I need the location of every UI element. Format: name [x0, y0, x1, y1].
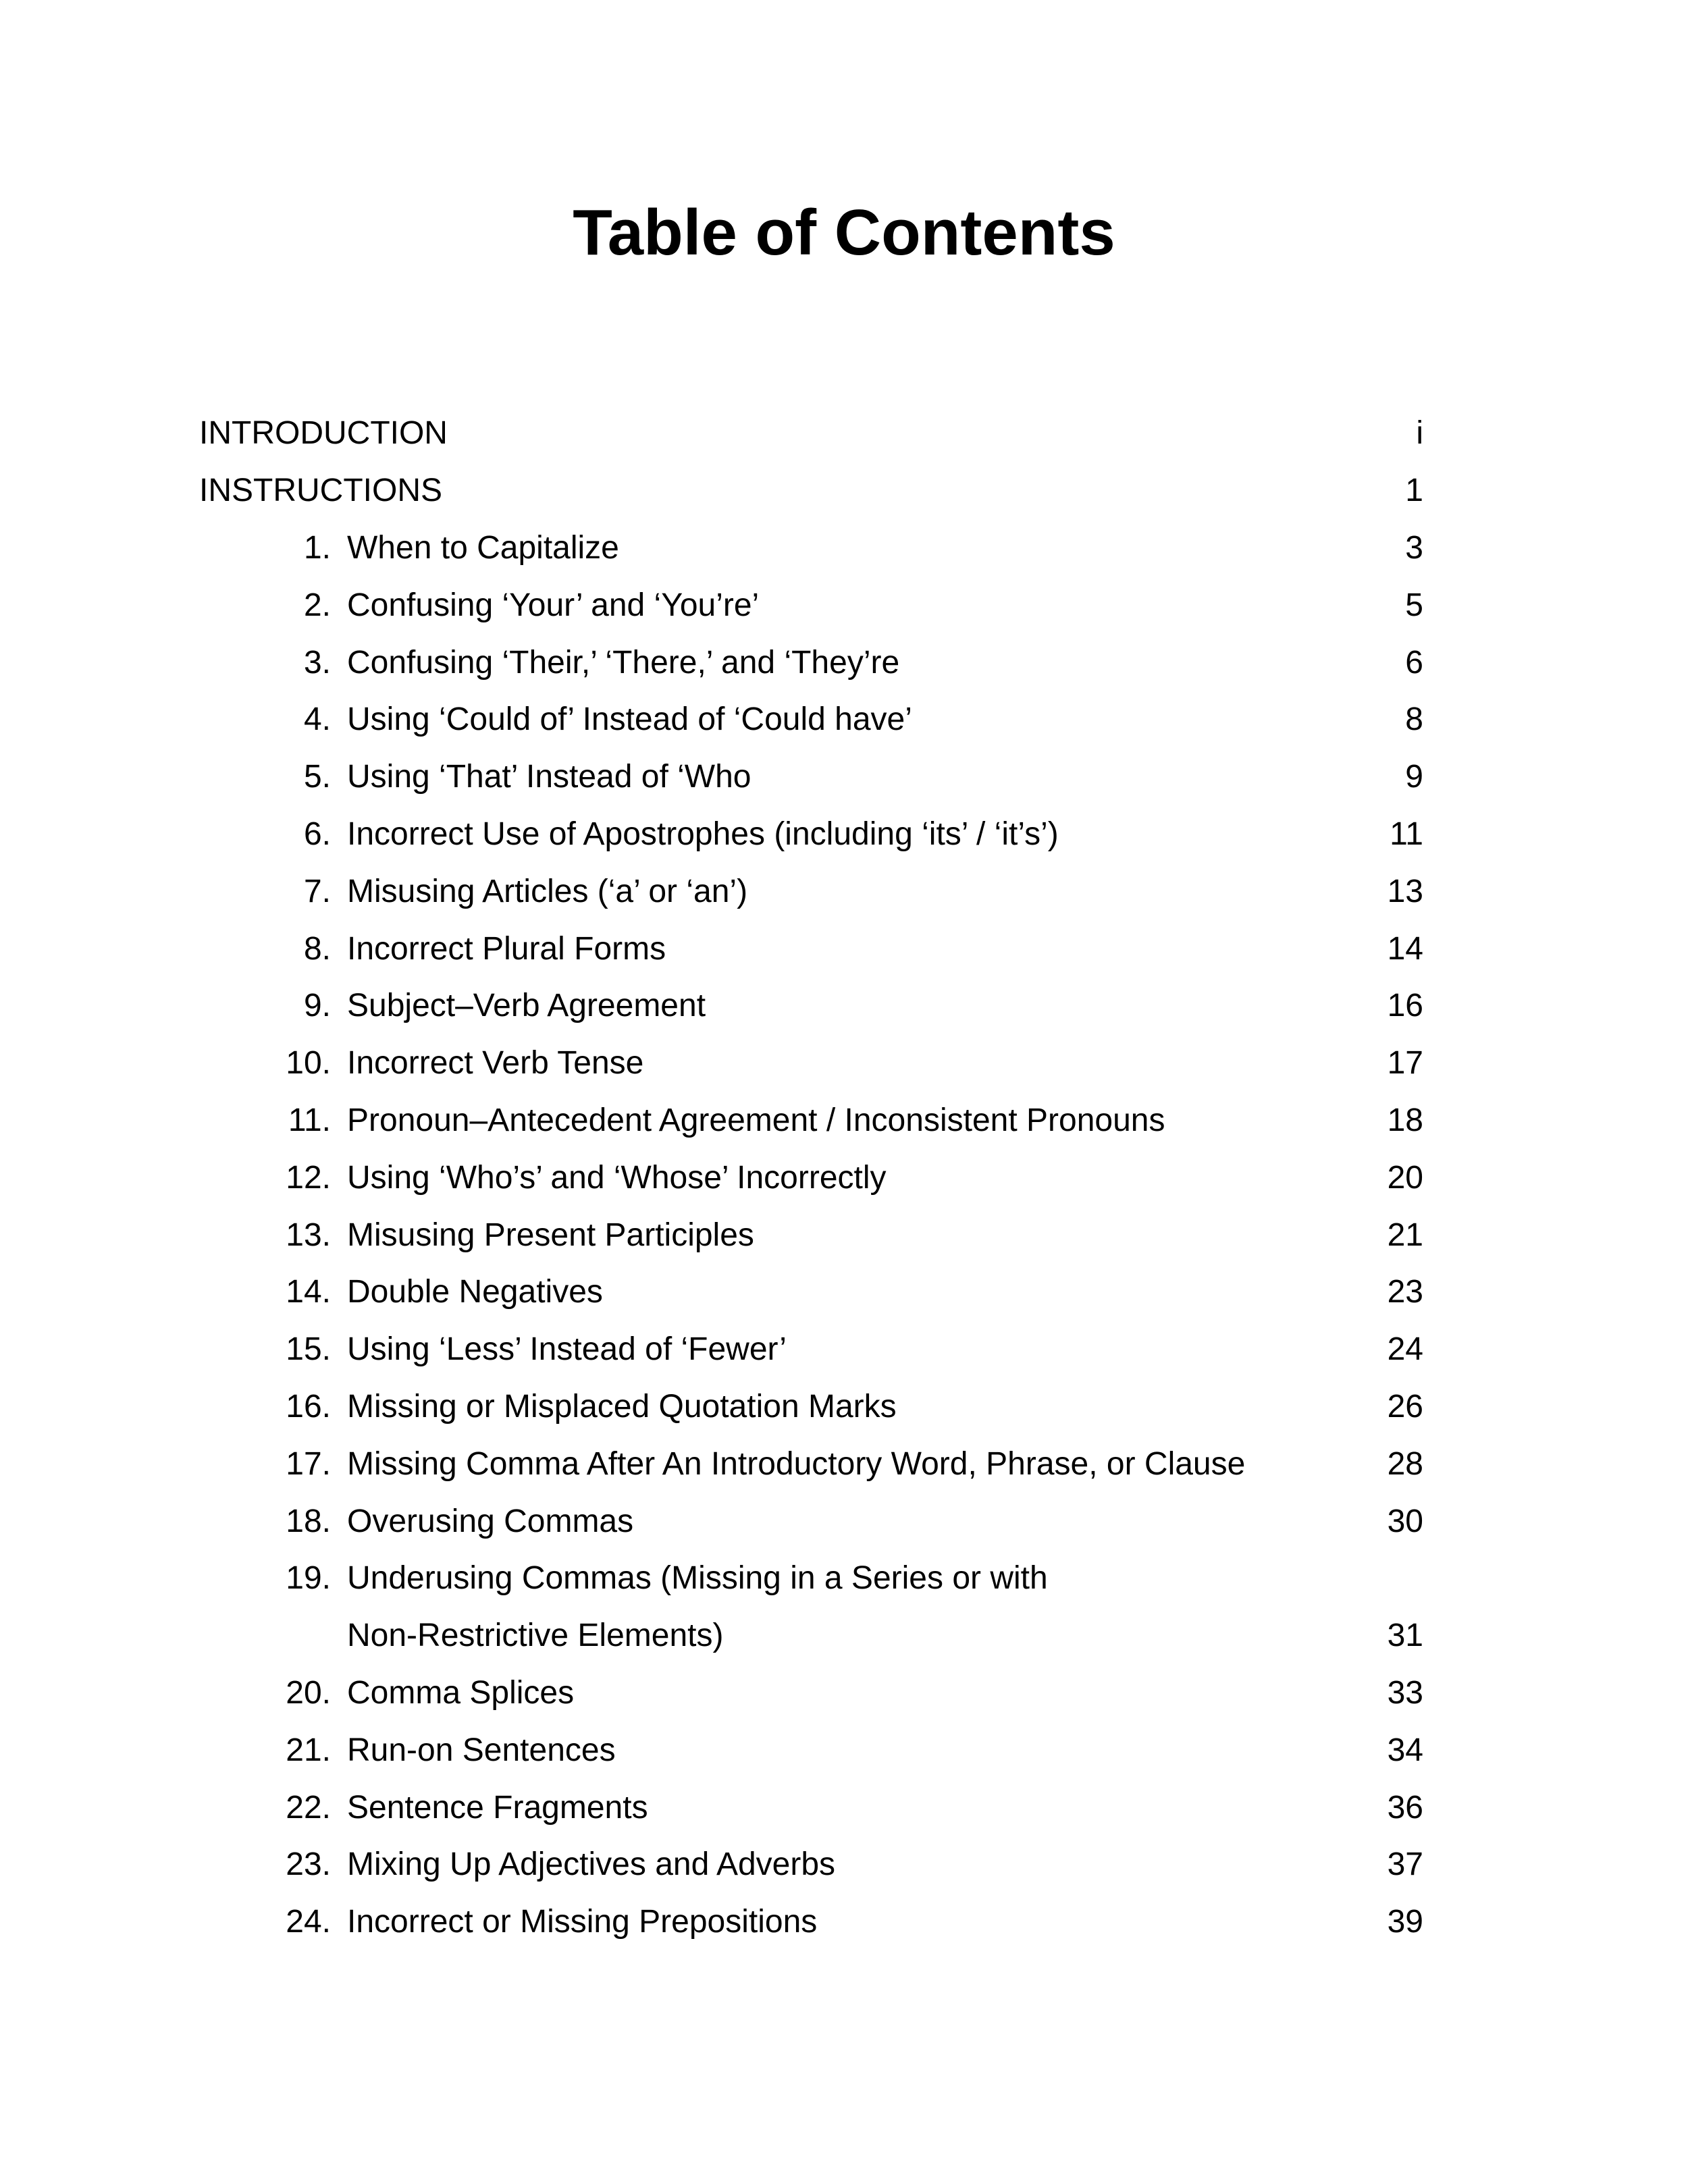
toc-label: Using ‘Could of’ Instead of ‘Could have’: [347, 701, 912, 738]
toc-row: [0, 577, 1688, 634]
toc-page-number: 20: [1387, 1159, 1423, 1196]
toc-page-number: 37: [1387, 1846, 1423, 1883]
toc-label: Missing Comma After An Introductory Word, Phrase, or Clause: [347, 1445, 1246, 1482]
toc-entry-number: 24.: [286, 1904, 331, 1940]
toc-entry-number: 13.: [286, 1217, 331, 1253]
toc-row-introduction: [0, 405, 1688, 462]
toc-label: Incorrect Use of Apostrophes (including ‘its’ / ‘it’s’): [347, 816, 1059, 852]
toc-label: Double Negatives: [347, 1274, 603, 1310]
toc-row: [0, 1092, 1688, 1149]
toc-page-number: 13: [1387, 873, 1423, 909]
toc-entry-number: 20.: [286, 1675, 331, 1711]
toc-page-number: 11: [1390, 816, 1423, 852]
toc-label: Incorrect Verb Tense: [347, 1045, 644, 1082]
toc-row: [0, 1150, 1688, 1206]
toc-row-instructions: [0, 462, 1688, 519]
toc-label: Subject–Verb Agreement: [347, 988, 706, 1024]
toc-row: [0, 863, 1688, 920]
toc-row: [0, 1035, 1688, 1092]
toc-label: Misusing Present Participles: [347, 1217, 754, 1253]
toc-entry-number: 21.: [286, 1732, 331, 1768]
toc-page-number: 26: [1387, 1389, 1423, 1424]
toc-entry-number: 4.: [303, 701, 331, 738]
toc-entry-number: 16.: [286, 1389, 331, 1424]
toc-page-number: 28: [1387, 1445, 1423, 1482]
toc-page-number: 34: [1387, 1732, 1423, 1768]
toc-entry-number: 11.: [288, 1102, 331, 1138]
toc-label: Confusing ‘Your’ and ‘You’re’: [347, 587, 760, 623]
toc-row: [0, 1493, 1688, 1550]
toc-label: Run-on Sentences: [347, 1732, 616, 1768]
toc-entry-number: 3.: [303, 644, 331, 681]
toc-page-number: 5: [1405, 587, 1423, 623]
toc-row: [0, 1550, 1688, 1607]
toc-page-number: 24: [1387, 1331, 1423, 1368]
toc-row: [0, 1207, 1688, 1264]
toc-row: [0, 1264, 1688, 1321]
toc-row: [0, 1780, 1688, 1836]
toc-row: [0, 1665, 1688, 1722]
toc-page-number: 6: [1405, 644, 1423, 681]
toc-entry-number: 1.: [303, 530, 331, 566]
toc-entry-number: 22.: [286, 1789, 331, 1826]
toc-row: [0, 635, 1688, 691]
toc-label: When to Capitalize: [347, 530, 619, 566]
toc-entry-number: 19.: [286, 1560, 331, 1597]
toc-label: Using ‘That’ Instead of ‘Who: [347, 759, 751, 795]
toc-entry-number: 10.: [286, 1045, 331, 1082]
toc-label: Non-Restrictive Elements): [347, 1618, 724, 1654]
toc-page-number: 36: [1387, 1789, 1423, 1826]
toc-entry-number: 5.: [303, 759, 331, 795]
toc-page-number: 1: [1405, 473, 1423, 508]
toc-page-number: 30: [1387, 1503, 1423, 1539]
toc-row: [0, 1836, 1688, 1893]
toc-label: Comma Splices: [347, 1675, 575, 1711]
toc-entry-number: 15.: [286, 1331, 331, 1368]
toc-entry-number: 14.: [286, 1274, 331, 1310]
toc-label: Underusing Commas (Missing in a Series or with: [347, 1560, 1048, 1597]
toc-label: Confusing ‘Their,’ ‘There,’ and ‘They’re: [347, 644, 900, 681]
toc-entry-number: 12.: [286, 1159, 331, 1196]
toc-page-number: 31: [1387, 1618, 1423, 1654]
toc-page-number: 21: [1387, 1217, 1423, 1253]
toc-label: Overusing Commas: [347, 1503, 634, 1539]
toc-row: [0, 1722, 1688, 1779]
toc-page-number: 14: [1387, 930, 1423, 967]
toc-entry-number: 6.: [303, 816, 331, 852]
toc-label: INTRODUCTION: [199, 415, 448, 451]
toc-row: [0, 749, 1688, 805]
toc-page-number: 16: [1387, 988, 1423, 1024]
toc-page-number: i: [1416, 415, 1423, 451]
toc-row: [0, 978, 1688, 1034]
toc-label: Sentence Fragments: [347, 1789, 648, 1826]
toc-label: Missing or Misplaced Quotation Marks: [347, 1389, 897, 1424]
toc-entry-number: 23.: [286, 1846, 331, 1883]
toc-row: [0, 1894, 1688, 1950]
toc-label: Using ‘Who’s’ and ‘Whose’ Incorrectly: [347, 1159, 887, 1196]
toc-label: Incorrect Plural Forms: [347, 930, 666, 967]
toc-label: Pronoun–Antecedent Agreement / Inconsistent Pronouns: [347, 1102, 1165, 1138]
toc-label: Using ‘Less’ Instead of ‘Fewer’: [347, 1331, 787, 1368]
toc-row: [0, 1436, 1688, 1493]
toc-entry-number: 8.: [303, 930, 331, 967]
toc-row: [0, 806, 1688, 863]
toc-row: [0, 691, 1688, 748]
toc-row: [0, 1607, 1688, 1664]
toc-page-number: 17: [1387, 1045, 1423, 1082]
toc-page-number: 18: [1387, 1102, 1423, 1138]
page-title: Table of Contents: [573, 196, 1115, 269]
toc-page-number: 8: [1405, 701, 1423, 738]
toc-page-number: 39: [1387, 1904, 1423, 1940]
toc-row: [0, 520, 1688, 577]
toc-entry-number: 17.: [286, 1445, 331, 1482]
toc-label: Misusing Articles (‘a’ or ‘an’): [347, 873, 748, 909]
toc-page-number: 33: [1387, 1675, 1423, 1711]
toc-entry-number: 7.: [303, 873, 331, 909]
toc-page-number: 23: [1387, 1274, 1423, 1310]
toc-entry-number: 9.: [303, 988, 331, 1024]
toc-label: INSTRUCTIONS: [199, 473, 442, 508]
toc-row: [0, 1321, 1688, 1378]
toc-label: Incorrect or Missing Prepositions: [347, 1904, 818, 1940]
toc-page-number: 9: [1405, 759, 1423, 795]
toc-entry-number: 18.: [286, 1503, 331, 1539]
toc-entry-number: 2.: [303, 587, 331, 623]
toc-row: [0, 921, 1688, 978]
toc-page-number: 3: [1405, 530, 1423, 566]
toc-row: [0, 1379, 1688, 1435]
toc-label: Mixing Up Adjectives and Adverbs: [347, 1846, 836, 1883]
